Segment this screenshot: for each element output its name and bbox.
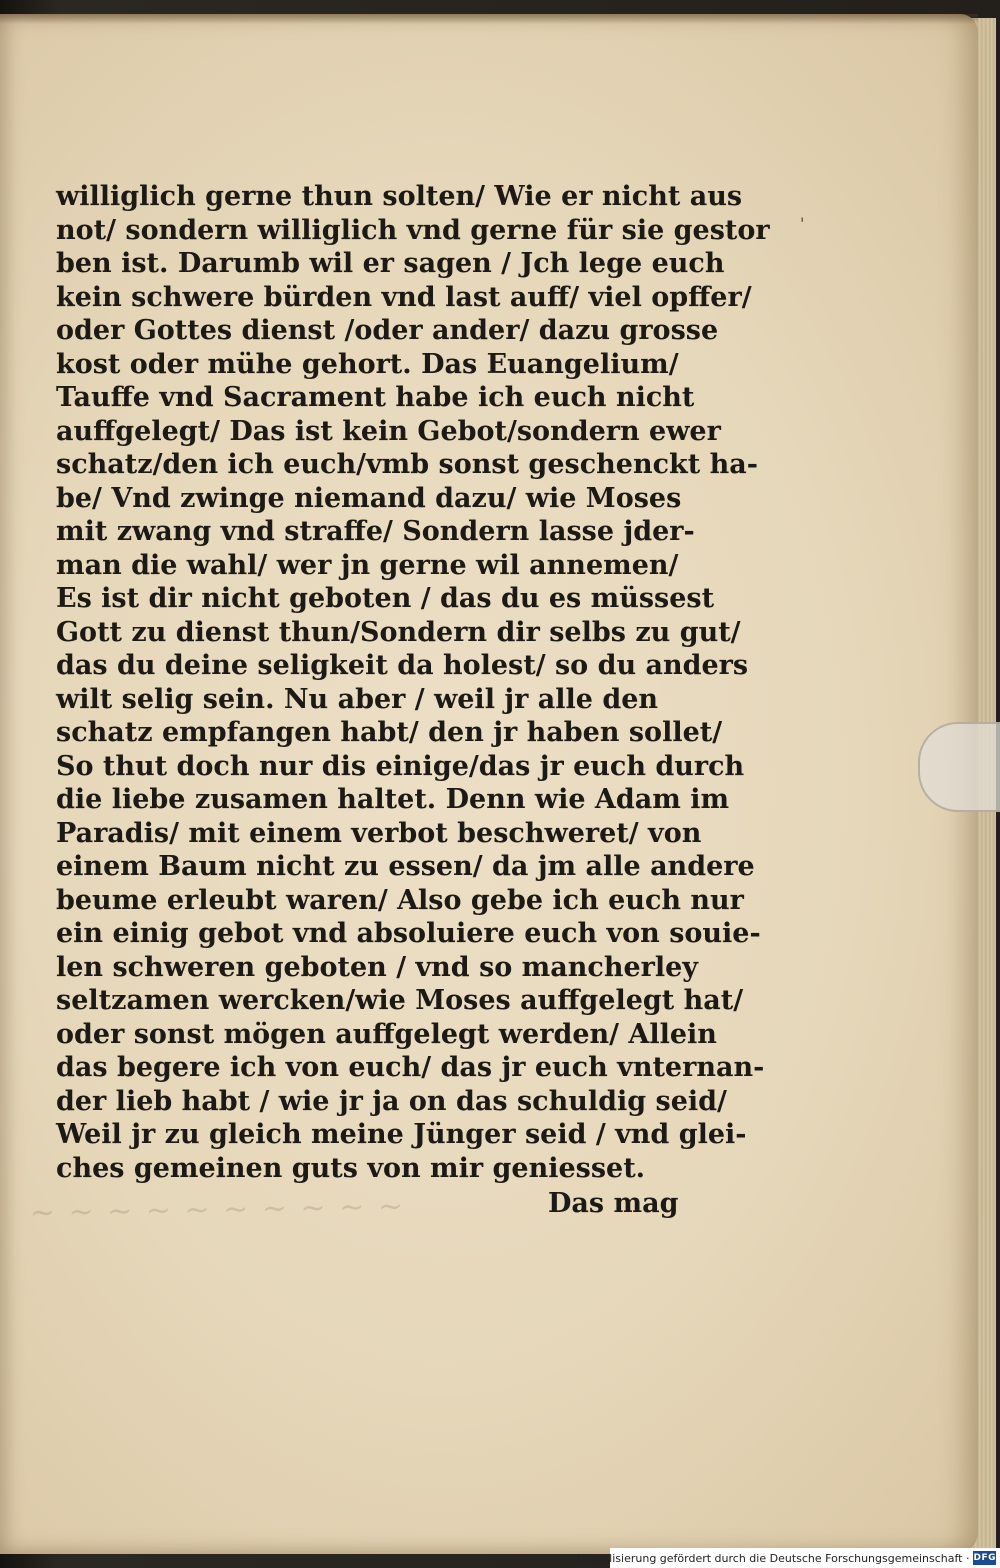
text-line: der lieb habt / wie jr ja on das schuldig seid/ [56, 1085, 727, 1117]
text-line: Paradis/ mit einem verbot beschweret/ von [56, 817, 702, 849]
text-line: oder sonst mögen auffgelegt werden/ Allein [56, 1018, 717, 1050]
dfg-logo-icon: DFG [973, 1553, 996, 1563]
text-line: len schweren geboten / vnd so mancherley [56, 951, 698, 983]
text-line: not/ sondern williglich vnd gerne für sie gestor [56, 214, 770, 246]
text-line: Tauffe vnd Sacrament habe ich euch nicht [56, 382, 695, 413]
catchword: Das mag [548, 1188, 679, 1219]
text-line: schatz empfangen habt/ den jr haben sollet/ [56, 717, 723, 748]
text-line: kein schwere bürden vnd last auff/ viel opffer/ [56, 281, 752, 313]
text-line: schatz/den ich euch/vmb sonst geschenckt ha- [56, 449, 758, 480]
page-top-shadow [0, 14, 978, 24]
stray-ink-mark: ' [800, 214, 805, 233]
credit-text: Digitalisierung gefördert durch die Deutsche Forschungsgemeinschaft · [576, 1551, 970, 1565]
text-line: kost oder mühe gehort. Das Euangelium/ [56, 348, 679, 380]
text-line: So thut doch nur dis einige/das jr euch durch [56, 750, 745, 782]
text-line: das du deine seligkeit da holest/ so du anders [56, 650, 749, 681]
text-line: ben ist. Darumb wil er sagen / Jch lege euch [56, 248, 725, 279]
text-line: man die wahl/ wer jn gerne wil annemen/ [56, 549, 679, 581]
text-line: be/ Vnd zwinge niemand dazu/ wie Moses [56, 482, 682, 514]
text-line: seltzamen wercken/wie Moses auffgelegt hat/ [56, 985, 744, 1016]
text-line: einem Baum nicht zu essen/ da jm alle andere [56, 851, 755, 882]
text-line: williglich gerne thun solten/ Wie er nicht aus [56, 181, 743, 212]
paper-bookmark-tab [918, 722, 1000, 812]
bleed-through-shadow: ~ ~ ~ ~ ~ ~ ~ ~ ~ ~ [29, 1189, 406, 1231]
text-line: ein einig gebot vnd absoluiere euch von souie- [56, 918, 761, 949]
text-line: ches gemeinen guts von mir geniesset. [56, 1152, 646, 1184]
digitization-credit-bar [576, 1548, 1000, 1568]
text-line: Gott zu dienst thun/Sondern dir selbs zu gut/ [56, 616, 741, 648]
text-line: beume erleubt waren/ Also gebe ich euch nur [56, 884, 744, 916]
text-line: die liebe zusamen haltet. Denn wie Adam im [56, 784, 730, 815]
text-line: wilt selig sein. Nu aber / weil jr alle den [56, 683, 659, 715]
text-line: Weil jr zu gleich meine Jünger seid / vnd glei- [56, 1119, 747, 1150]
text-line: auffgelegt/ Das ist kein Gebot/sondern ewer [56, 415, 721, 447]
text-line: oder Gottes dienst /oder ander/ dazu grosse [56, 315, 719, 346]
text-line: mit zwang vnd straffe/ Sondern lasse jder- [56, 516, 695, 547]
text-line: Es ist dir nicht geboten / das du es müssest [56, 583, 715, 614]
body-text [56, 180, 770, 1185]
text-line: das begere ich von euch/ das jr euch vnternan- [56, 1052, 765, 1083]
